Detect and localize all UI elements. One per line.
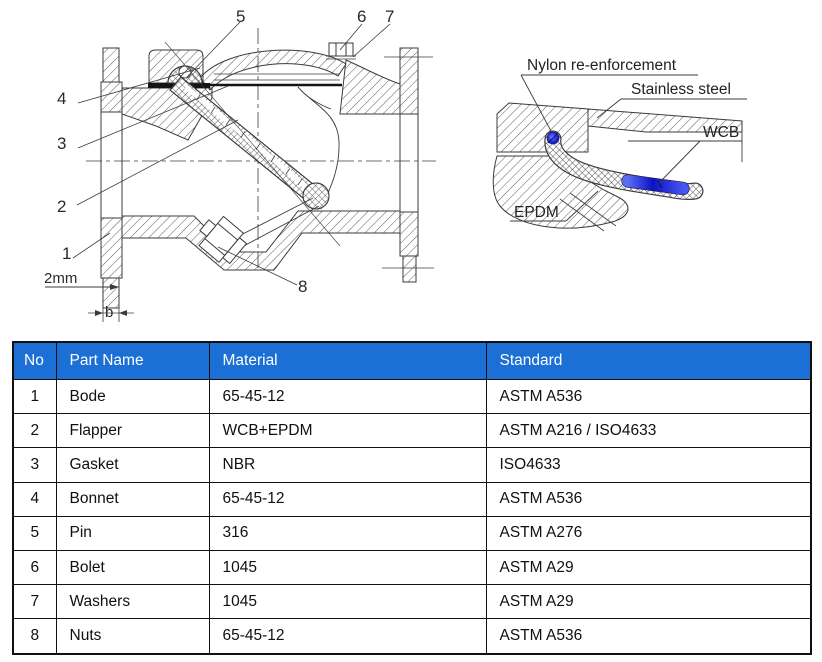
table-row (13, 585, 811, 619)
cell-part: Bolet (56, 550, 209, 584)
table-row (13, 414, 811, 448)
callout-2: 2 (57, 197, 67, 216)
cell-no: 8 (13, 619, 56, 654)
cell-std: ASTM A29 (486, 585, 811, 619)
table-row (13, 482, 811, 516)
column-header-no: No (13, 342, 56, 380)
callout-6: 6 (357, 7, 367, 26)
body-bottom-wall (122, 211, 400, 270)
cell-part: Bode (56, 380, 209, 414)
callout-8: 8 (298, 277, 308, 296)
table-row (13, 619, 811, 654)
cell-mat: WCB+EPDM (209, 414, 486, 448)
cell-mat: 1045 (209, 550, 486, 584)
cell-part: Gasket (56, 448, 209, 482)
column-header-standard: Standard (486, 342, 811, 380)
cell-no: 3 (13, 448, 56, 482)
callout-4: 4 (57, 89, 67, 108)
cell-part: Nuts (56, 619, 209, 654)
dimension-2mm-label: 2mm (44, 270, 78, 287)
cell-no: 4 (13, 482, 56, 516)
cell-part: Bonnet (56, 482, 209, 516)
cell-mat: 65-45-12 (209, 482, 486, 516)
cell-part: Washers (56, 585, 209, 619)
valve-cross-section (44, 7, 436, 322)
table-row (13, 380, 811, 414)
parts-table-header (13, 342, 811, 380)
seal-detail-view (493, 57, 747, 231)
callout-7: 7 (385, 7, 395, 26)
cell-std: ASTM A536 (486, 619, 811, 654)
cell-no: 5 (13, 516, 56, 550)
cell-no: 2 (13, 414, 56, 448)
dimension-b-label: b (105, 304, 114, 321)
cell-std: ASTM A536 (486, 482, 811, 516)
cell-std: ASTM A536 (486, 380, 811, 414)
cell-no: 7 (13, 585, 56, 619)
cell-std: ASTM A29 (486, 550, 811, 584)
header-row (13, 342, 811, 380)
table-row (13, 550, 811, 584)
table-row (13, 448, 811, 482)
wcb-insert (628, 181, 683, 189)
parts-table-body (13, 380, 811, 654)
label-nylon-reinforcement: Nylon re-enforcement (527, 57, 677, 74)
column-header-part: Part Name (56, 342, 209, 380)
left-flange (101, 48, 122, 308)
cell-std: ASTM A216 / ISO4633 (486, 414, 811, 448)
right-shoulder (340, 60, 400, 114)
label-stainless-steel: Stainless steel (631, 81, 731, 98)
label-epdm: EPDM (514, 204, 559, 221)
table-row (13, 516, 811, 550)
parts-table-grid (12, 341, 812, 655)
cell-std: ASTM A276 (486, 516, 811, 550)
cell-mat: 65-45-12 (209, 380, 486, 414)
callout-3: 3 (57, 134, 67, 153)
cell-mat: NBR (209, 448, 486, 482)
cell-no: 6 (13, 550, 56, 584)
cell-mat: 65-45-12 (209, 619, 486, 654)
detail-bonnet-block (497, 103, 588, 152)
callout-5: 5 (236, 7, 246, 26)
cell-no: 1 (13, 380, 56, 414)
cell-part: Pin (56, 516, 209, 550)
cell-mat: 316 (209, 516, 486, 550)
cover-plate-lines (214, 74, 340, 80)
cell-mat: 1045 (209, 585, 486, 619)
cell-part: Flapper (56, 414, 209, 448)
column-header-material: Material (209, 342, 486, 380)
callout-1: 1 (62, 244, 72, 263)
label-wcb: WCB (703, 124, 740, 141)
cell-std: ISO4633 (486, 448, 811, 482)
parts-table (12, 341, 810, 655)
nylon-reinforcement-dot (547, 132, 559, 144)
